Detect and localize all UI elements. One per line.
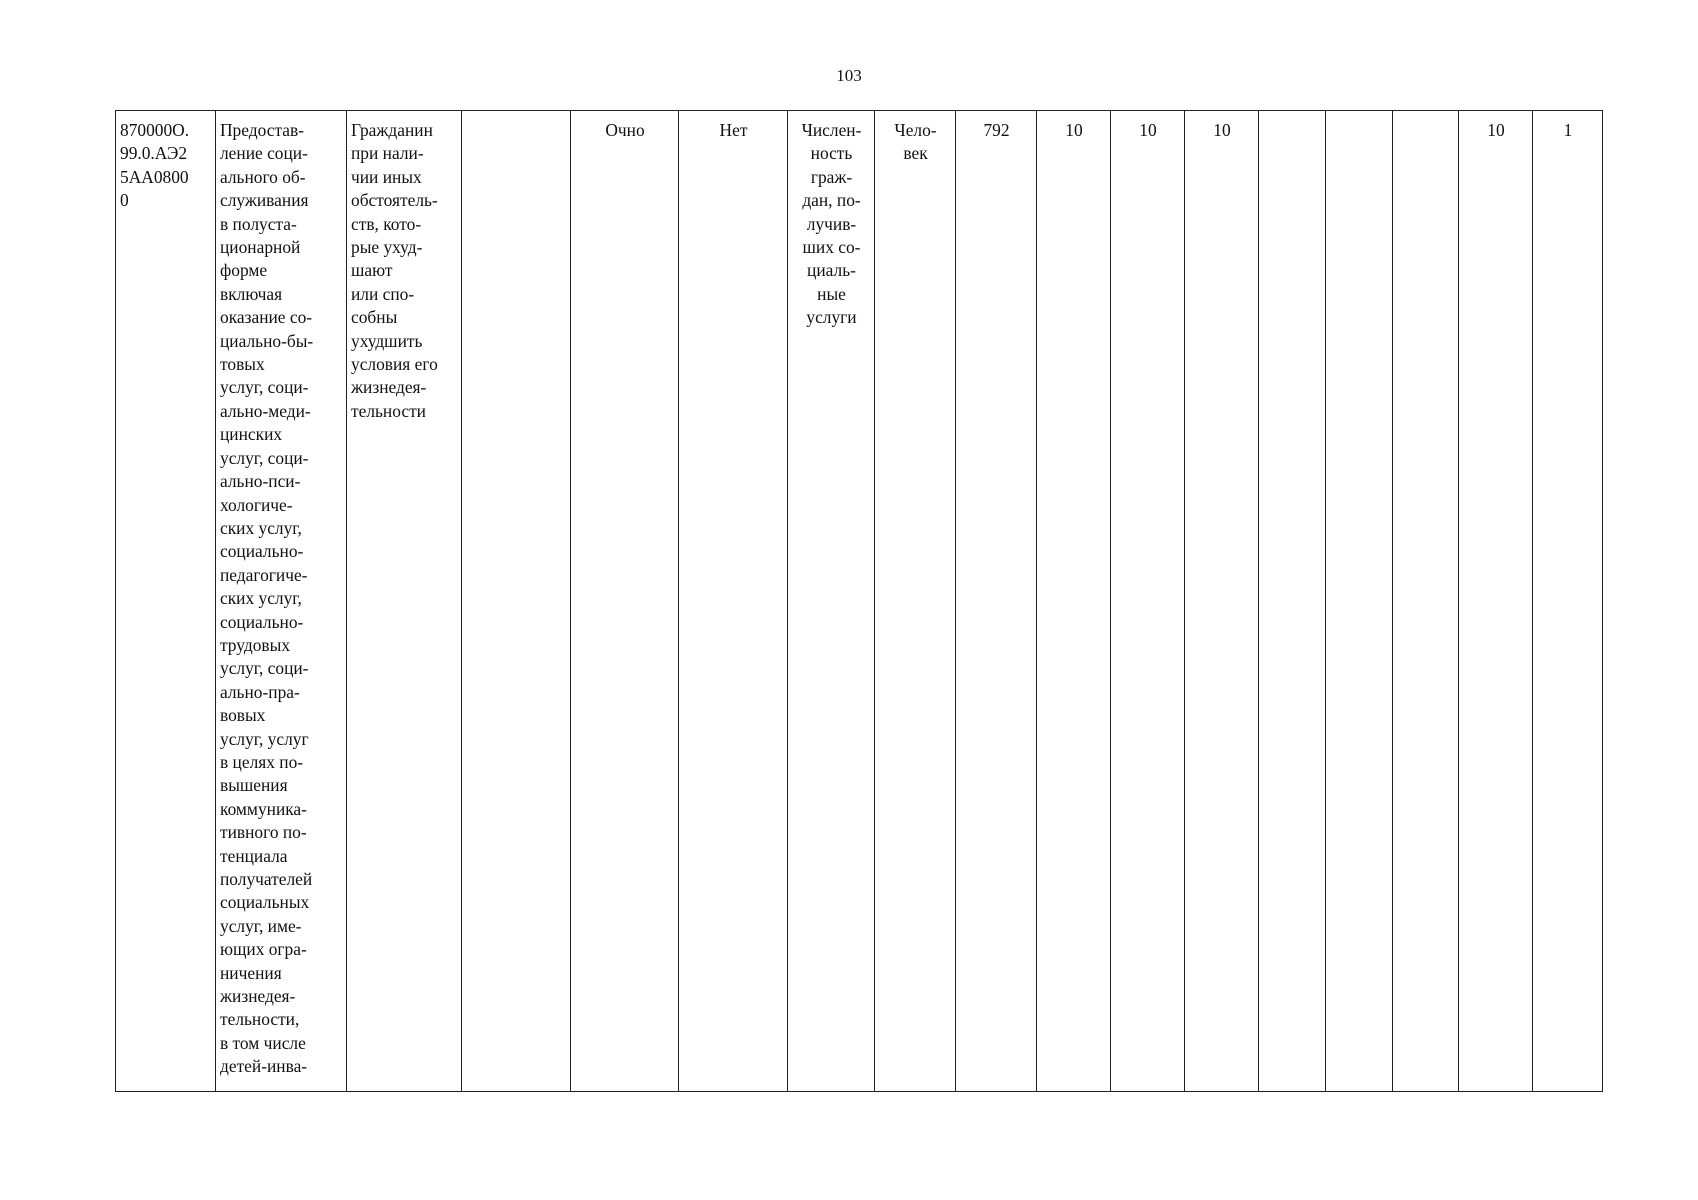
registry-code-line: 99.0.АЭ2 <box>120 143 188 164</box>
service-name-line: в том числе <box>220 1032 306 1053</box>
service-name-line: жизнедея- <box>220 986 296 1007</box>
indicator-name-line: циаль- <box>807 260 856 281</box>
indicator-name-line: лучив- <box>806 213 857 234</box>
service-name-line: ских услуг, <box>220 588 302 609</box>
indicator-name-line: ших со- <box>802 237 861 258</box>
okei-code-cell: 792 <box>956 111 1037 1092</box>
unit-line: Чело- <box>894 120 937 140</box>
service-name-line: Предостав- <box>220 120 304 140</box>
recipient-category-line: при нали- <box>351 143 424 164</box>
service-name-line: циально-бы- <box>220 330 314 351</box>
recipient-category-cell <box>347 111 462 1092</box>
service-name-cell <box>216 111 347 1092</box>
flag-cell: Нет <box>679 111 788 1092</box>
page-number: 103 <box>836 66 862 85</box>
service-name-line: услуг, соци- <box>220 447 309 468</box>
value-cell: 10 <box>1185 111 1259 1092</box>
indicator-name-line: ные <box>817 283 846 304</box>
service-name-line: вовых <box>220 705 266 726</box>
service-name-line: тельности, <box>220 1009 300 1030</box>
indicator-name-line: дан, по- <box>802 190 861 211</box>
indicator-name-line: ность <box>810 143 853 164</box>
service-form-cell: Очно <box>571 111 679 1092</box>
service-name-line: ально-меди- <box>220 400 311 421</box>
service-name-line: получателей <box>220 869 313 889</box>
empty-cell <box>1393 111 1459 1092</box>
registry-code-line: 870000О. <box>120 120 190 140</box>
service-name-line: вышения <box>220 775 288 796</box>
service-name-line: детей-инва- <box>220 1056 308 1077</box>
recipient-category-line: ухудшить <box>351 330 423 351</box>
services-table <box>115 110 1603 1092</box>
service-name-line: услуг, име- <box>220 915 302 936</box>
registry-code-line: 5АА0800 <box>120 166 189 187</box>
service-name-line: оказание со- <box>220 307 313 328</box>
value-cell: 10 <box>1111 111 1185 1092</box>
service-name-line: товых <box>220 354 265 375</box>
last-value-cell: 1 <box>1533 111 1603 1092</box>
recipient-category-line: шают <box>351 260 393 281</box>
service-name-line: тивного по- <box>220 822 307 843</box>
service-name-line: хологиче- <box>220 494 293 515</box>
service-name-line: услуг, соци- <box>220 658 309 679</box>
recipient-category-line: собны <box>351 307 398 328</box>
service-name-line: ление соци- <box>220 143 308 164</box>
service-name-line: ального об- <box>220 166 306 187</box>
recipient-category-line: условия его <box>351 354 438 375</box>
service-name-line: ционарной <box>220 237 301 258</box>
registry-code-cell <box>116 111 216 1092</box>
recipient-category-line: тельности <box>351 400 426 421</box>
unit-cell <box>875 111 956 1092</box>
recipient-category-line: жизнедея- <box>351 377 427 398</box>
service-name-line: форме <box>220 260 268 281</box>
service-name-line: цинских <box>220 424 283 445</box>
service-name-line: услуг, услуг <box>220 728 309 749</box>
recipient-category-line: чии иных <box>351 166 422 187</box>
service-name-line: трудовых <box>220 634 291 655</box>
recipient-category-line: обстоятель- <box>351 190 438 211</box>
service-name-line: ально-пра- <box>220 681 300 702</box>
deviation-cell: 10 <box>1459 111 1533 1092</box>
service-name-line: в целях по- <box>220 751 304 772</box>
service-name-line: услуг, соци- <box>220 377 309 398</box>
service-name-line: ничения <box>220 962 282 983</box>
service-name-line: тенциала <box>220 845 288 866</box>
empty-cell <box>1259 111 1326 1092</box>
table-row <box>116 111 1603 1092</box>
service-name-line: педагогиче- <box>220 564 308 585</box>
service-name-line: социально- <box>220 541 304 562</box>
service-name-line: коммуника- <box>220 798 307 819</box>
service-name-line: ально-пси- <box>220 471 301 492</box>
indicator-name-line: граж- <box>810 166 853 187</box>
recipient-category-line: Гражданин <box>351 120 433 140</box>
service-name-line: служивания <box>220 190 309 211</box>
indicator-name-line: услуги <box>806 307 857 328</box>
recipient-category-line: рые ухуд- <box>351 237 423 258</box>
service-name-line: ющих огра- <box>220 939 307 960</box>
empty-cell <box>462 111 571 1092</box>
indicator-name-line: Числен- <box>801 120 862 140</box>
value-cell: 10 <box>1037 111 1111 1092</box>
service-name-line: в полуста- <box>220 213 297 234</box>
recipient-category-line: или спо- <box>351 283 415 304</box>
registry-code-line: 0 <box>120 190 129 211</box>
unit-line: век <box>903 143 928 164</box>
service-name-line: ских услуг, <box>220 517 302 538</box>
indicator-name-cell <box>788 111 875 1092</box>
service-name-line: включая <box>220 283 283 304</box>
service-name-line: социально- <box>220 611 304 632</box>
recipient-category-line: ств, кото- <box>351 213 422 234</box>
service-name-line: социальных <box>220 892 310 913</box>
empty-cell <box>1326 111 1393 1092</box>
